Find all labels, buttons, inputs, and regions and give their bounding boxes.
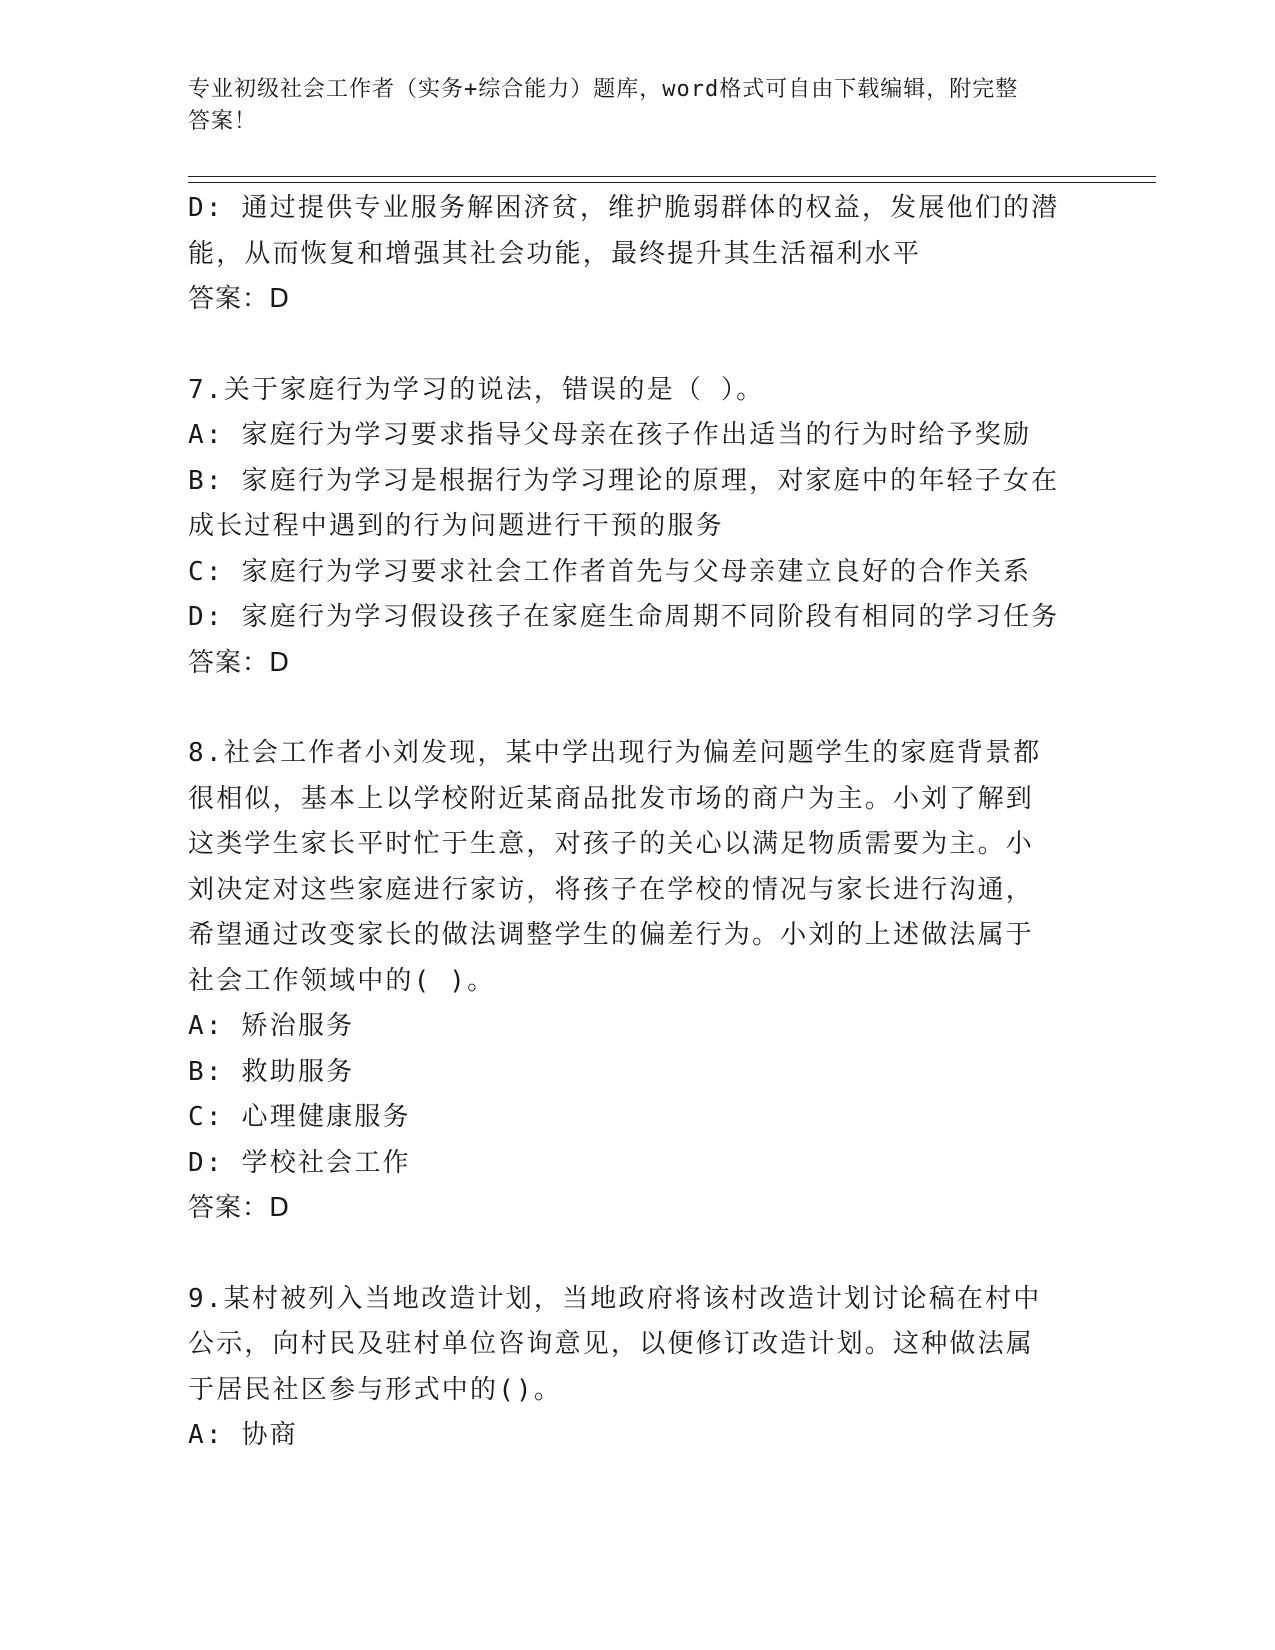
question-stem: 于居民社区参与形式中的()。	[188, 1374, 563, 1405]
answer-label: 答案：D	[188, 284, 291, 314]
option-b: 成长过程中遇到的行为问题进行干预的服务	[188, 511, 724, 541]
option-b: B: 家庭行为学习是根据行为学习理论的原理，对家庭中的年轻子女在	[188, 465, 1060, 496]
option-c: C: 家庭行为学习要求社会工作者首先与父母亲建立良好的合作关系	[188, 556, 1032, 587]
question-stem: 刘决定对这些家庭进行家访，将孩子在学校的情况与家长进行沟通，	[188, 874, 1035, 905]
option-d-line: D: 通过提供专业服务解困济贫，维护脆弱群体的权益，发展他们的潜	[188, 193, 1060, 223]
header-title-line-2: 答案！	[188, 109, 258, 134]
option-a: A: 协商	[188, 1420, 298, 1450]
question-8	[188, 731, 1088, 1232]
option-d: D: 家庭行为学习假设孩子在家庭生命周期不同阶段有相同的学习任务	[188, 602, 1060, 632]
option-d: D: 学校社会工作	[188, 1147, 411, 1178]
document-body	[188, 186, 1088, 1459]
question-stem: 9.某村被列入当地改造计划，当地政府将该村改造计划讨论稿在村中	[188, 1283, 1042, 1314]
spacer	[188, 323, 1088, 368]
question-stem: 很相似，基本上以学校附近某商品批发市场的商户为主。小刘了解到	[188, 783, 1035, 814]
question-stem: 这类学生家长平时忙于生意，对孩子的关心以满足物质需要为主。小	[188, 829, 1035, 859]
spacer	[188, 686, 1088, 731]
question-stem: 希望通过改变家长的做法调整学生的偏差行为。小刘的上述做法属于	[188, 920, 1035, 950]
question-stem: 7.关于家庭行为学习的说法，错误的是（ ）。	[188, 374, 765, 405]
spacer	[188, 1232, 1088, 1277]
question-stem: 8.社会工作者小刘发现，某中学出现行为偏差问题学生的家庭背景都	[188, 738, 1042, 768]
option-b: B: 救助服务	[188, 1056, 355, 1087]
header-rule-bottom	[188, 182, 1156, 183]
answer-label: 答案：D	[188, 647, 291, 678]
header-rule-top	[188, 176, 1156, 177]
question-7	[188, 368, 1088, 687]
option-c: C: 心理健康服务	[188, 1102, 411, 1132]
question-9	[188, 1277, 1088, 1459]
question-stem: 社会工作领域中的( )。	[188, 965, 496, 996]
page-header	[188, 74, 1088, 138]
question-stem: 公示，向村民及驻村单位咨询意见，以便修订改造计划。这种做法属	[188, 1329, 1035, 1359]
option-a: A: 矫治服务	[188, 1011, 355, 1041]
question-6-tail	[188, 186, 1088, 323]
answer-label: 答案：D	[188, 1193, 291, 1223]
option-d-line: 能，从而恢复和增强其社会功能，最终提升其生活福利水平	[188, 238, 922, 269]
header-title-line-1: 专业初级社会工作者（实务+综合能力）题库，word格式可自由下载编辑，附完整	[188, 77, 1019, 102]
option-a: A: 家庭行为学习要求指导父母亲在孩子作出适当的行为时给予奖励	[188, 420, 1032, 450]
